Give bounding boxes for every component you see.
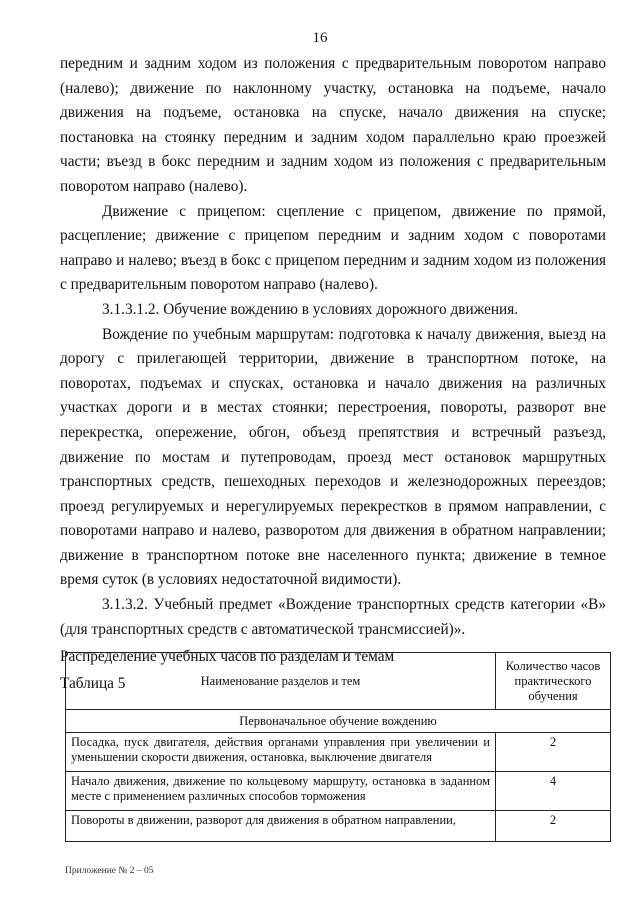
table-header-row: [66, 653, 611, 710]
hours-cell: 2: [496, 733, 611, 772]
topic-cell: Посадка, пуск двигателя, действия органами управления при увеличении и уменьшении скорости движения, остановка, выключение двигателя: [66, 733, 496, 772]
paragraph-4: Вождение по учебным маршрутам: подготовка к началу движения, выезд на дорогу с прилегающей территории, движение в транспортном потоке, на поворотах, подъемах и спусках, остановка и начало движения на различных участках дороги и в местах стоянки; перестроения, повороты, разворот вне перекрестка, опережение, обгон, объезд препятствия и встречный разъезд, движение по мостам и путепроводам, проезд мест остановок маршрутных транспортных средств, пешеходных переходов и железнодорожных переездов; проезд регулируемых и нерегулируемых перекрестков в прямом направлении, с поворотами направо и налево, разворотом для движения в обратном направлении; движение в транспортном потоке вне населенного пункта; движение в темное время суток (в условиях недостаточной видимости).: [60, 325, 606, 589]
hours-cell: 4: [496, 772, 611, 811]
body-text: [60, 52, 606, 696]
paragraph-2: Движение с прицепом: сцепление с прицепом, движение по прямой, расцепление; движение с прицепом передним и задним ходом с поворотами направо и налево; въезд в бокс с прицепом передним и задним ходом из положения с предварительным поворотом направо (налево).: [60, 202, 606, 294]
table-number: Таблица 5: [60, 674, 126, 692]
section-heading-3-1-3-2: 3.1.3.2. Учебный предмет «Вождение транспортных средств категории «B» (для транспортных средств с автоматической трансмиссией)».: [60, 596, 606, 638]
hours-cell: 2: [496, 811, 611, 842]
footer-note: Приложение № 2 – 05: [65, 866, 154, 876]
topic-cell: Начало движения, движение по кольцевому маршруту, остановка в заданном месте с применением различных способов торможения: [66, 772, 496, 811]
paragraph-1: передним и задним ходом из положения с предварительным поворотом направо (налево); движение по наклонному участку, остановка на подъеме, начало движения на подъеме, остановка на спуске, начало движения на спуске; постановка на стоянку передним и задним ходом параллельно краю проезжей части; въезд в бокс передним и задним ходом из положения с предварительным поворотом направо (налево).: [60, 55, 606, 195]
topic-cell: Повороты в движении, разворот для движения в обратном направлении,: [66, 811, 496, 842]
page-number: 16: [312, 30, 328, 46]
header-hours: Количество часов практического обучения: [496, 653, 611, 710]
table-row: [66, 772, 611, 811]
table-row: [66, 733, 611, 772]
hours-table: [65, 652, 611, 842]
table-row: [66, 811, 611, 842]
table-caption: Распределение учебных часов по разделам и темам: [60, 648, 395, 666]
section-title: Первоначальное обучение вождению: [66, 710, 611, 733]
section-heading-3-1-3-1-2: 3.1.3.1.2. Обучение вождению в условиях дорожного движения.: [102, 300, 519, 318]
table-section-row: [66, 710, 611, 733]
header-name: Наименование разделов и тем: [66, 653, 496, 710]
